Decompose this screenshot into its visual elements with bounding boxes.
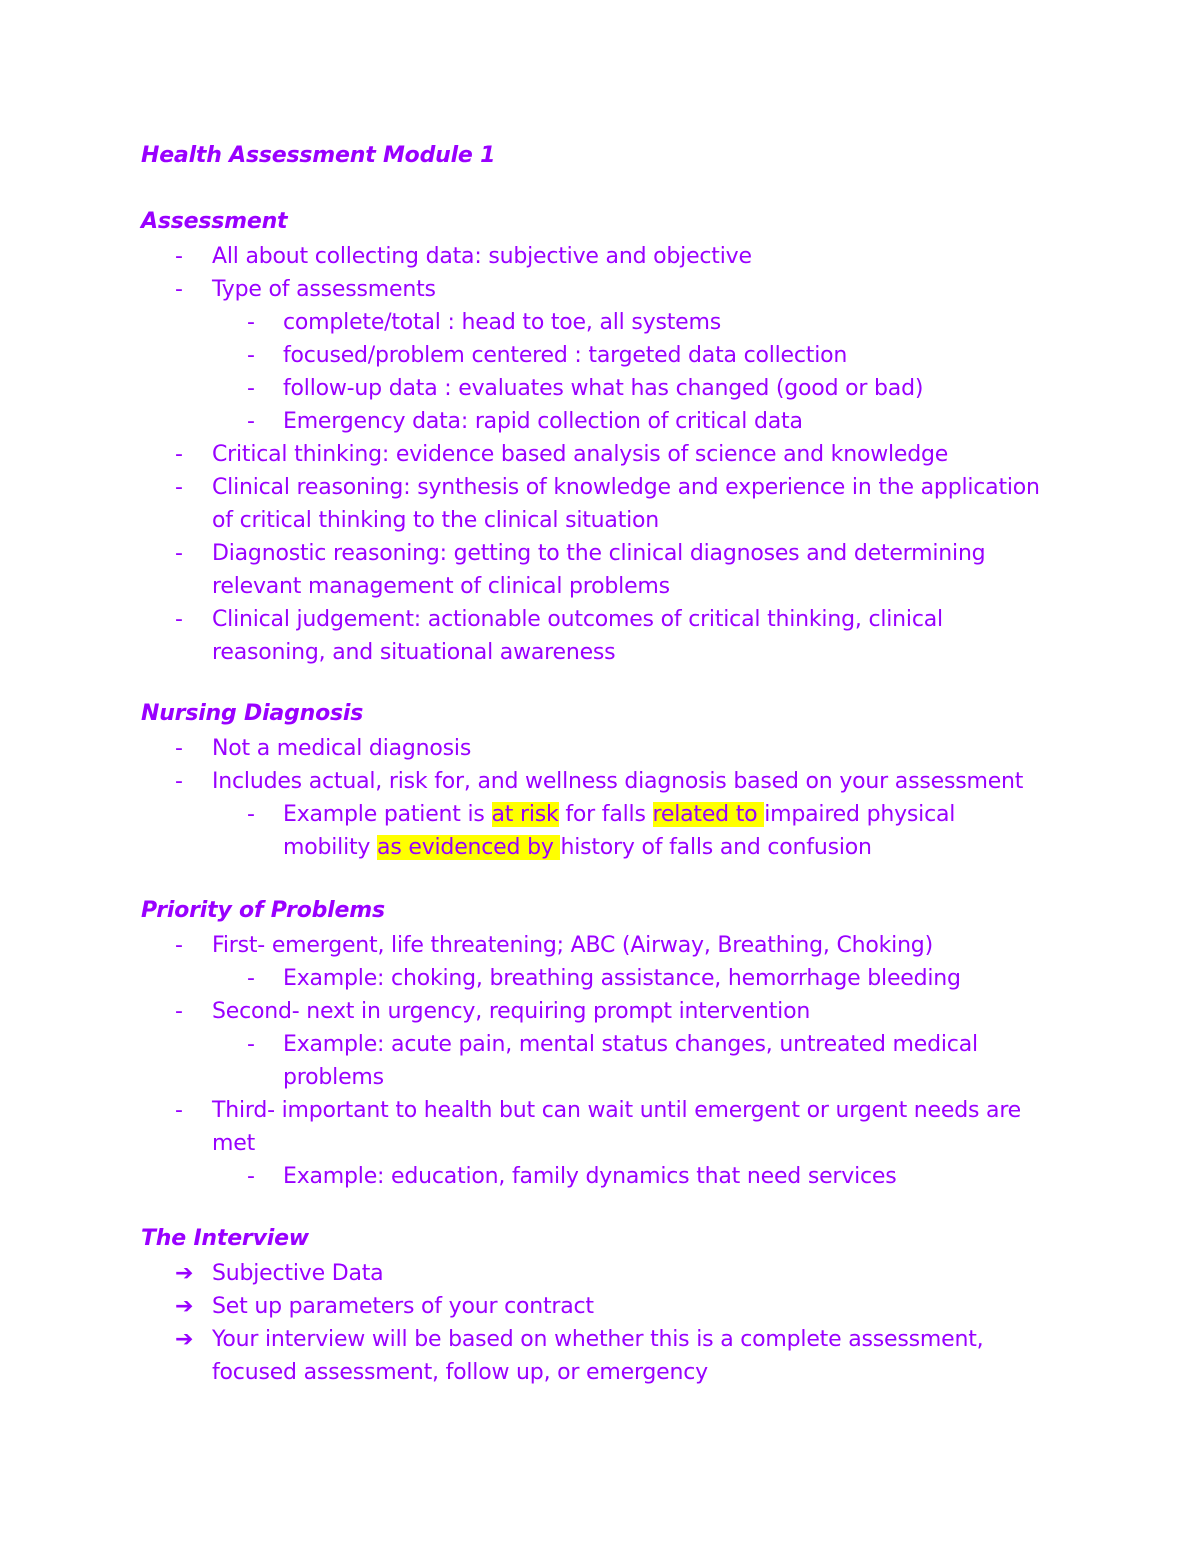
list-item: - Example patient is at risk for falls related to impaired physical [0, 800, 1200, 833]
list-item-continuation: reasoning, and situational awareness [212, 640, 616, 665]
list-item: - First- emergent, life threatening; ABC (Airway, Breathing, Choking) [0, 931, 1200, 964]
list-item: - follow-up data : evaluates what has changed (good or bad) [0, 374, 1200, 407]
list-item: ➔ Set up parameters of your contract [0, 1292, 1200, 1325]
list-item: - All about collecting data: subjective and objective [0, 242, 1200, 275]
dash-bullet: - [247, 1164, 255, 1189]
dash-bullet: - [247, 1032, 255, 1057]
list-item-continuation: relevant management of clinical problems [212, 574, 670, 599]
list-item: - Example: acute pain, mental status changes, untreated medical [0, 1030, 1200, 1063]
bullet-list [0, 734, 1200, 866]
arrow-list [0, 1259, 1200, 1391]
list-item: - Emergency data: rapid collection of critical data [0, 407, 1200, 440]
list-item-continuation: problems [283, 1065, 384, 1090]
dash-bullet: - [175, 277, 183, 302]
arrow-right-icon: ➔ [175, 1294, 194, 1319]
list-item: ➔ Subjective Data [0, 1259, 1200, 1292]
list-item-continuation: of critical thinking to the clinical situation [212, 508, 660, 533]
highlighted-text: at risk [491, 802, 559, 827]
list-item-continuation: met [212, 1131, 255, 1156]
bullet-list [0, 931, 1200, 1195]
dash-bullet: - [175, 541, 183, 566]
list-item: - Clinical judgement: actionable outcomes of critical thinking, clinical [0, 605, 1200, 638]
section-heading: The Interview [141, 1226, 309, 1251]
highlighted-text: related to [652, 802, 765, 827]
dash-bullet: - [175, 607, 183, 632]
dash-bullet: - [175, 736, 183, 761]
arrow-right-icon: ➔ [175, 1327, 194, 1352]
highlighted-text: as evidenced by [377, 835, 561, 860]
dash-bullet: - [247, 966, 255, 991]
dash-bullet: - [247, 409, 255, 434]
list-item: ➔ Your interview will be based on whether this is a complete assessment, [0, 1325, 1200, 1358]
document-title: Health Assessment Module 1 [141, 143, 496, 168]
section-heading: Nursing Diagnosis [141, 701, 364, 726]
bullet-list [0, 242, 1200, 671]
list-item: - Third- important to health but can wait until emergent or urgent needs are [0, 1096, 1200, 1129]
dash-bullet: - [247, 310, 255, 335]
dash-bullet: - [175, 933, 183, 958]
list-item: - complete/total : head to toe, all systems [0, 308, 1200, 341]
dash-bullet: - [175, 769, 183, 794]
dash-bullet: - [175, 475, 183, 500]
list-item-continuation: focused assessment, follow up, or emergency [212, 1360, 708, 1385]
dash-bullet: - [247, 802, 255, 827]
dash-bullet: - [175, 1098, 183, 1123]
list-item: - Clinical reasoning: synthesis of knowledge and experience in the application [0, 473, 1200, 506]
dash-bullet: - [175, 999, 183, 1024]
dash-bullet: - [175, 442, 183, 467]
arrow-right-icon: ➔ [175, 1261, 194, 1286]
list-item: - Type of assessments [0, 275, 1200, 308]
list-item-continuation: mobility as evidenced by history of falls and confusion [283, 835, 872, 860]
list-item: - Example: education, family dynamics that need services [0, 1162, 1200, 1195]
list-item: - Critical thinking: evidence based analysis of science and knowledge [0, 440, 1200, 473]
section-heading: Assessment [141, 209, 288, 234]
section-heading: Priority of Problems [141, 898, 385, 923]
list-item: - Includes actual, risk for, and wellness diagnosis based on your assessment [0, 767, 1200, 800]
list-item: - Diagnostic reasoning: getting to the clinical diagnoses and determining [0, 539, 1200, 572]
list-item: - Not a medical diagnosis [0, 734, 1200, 767]
list-item: - Example: choking, breathing assistance, hemorrhage bleeding [0, 964, 1200, 997]
dash-bullet: - [175, 244, 183, 269]
dash-bullet: - [247, 343, 255, 368]
list-item: - Second- next in urgency, requiring prompt intervention [0, 997, 1200, 1030]
dash-bullet: - [247, 376, 255, 401]
list-item: - focused/problem centered : targeted data collection [0, 341, 1200, 374]
